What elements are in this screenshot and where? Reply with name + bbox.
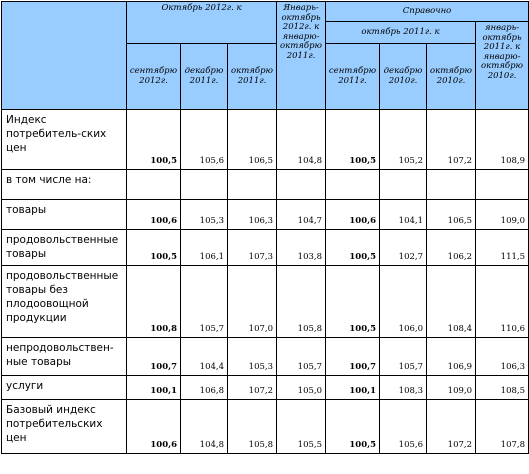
value-cell: 103,8 bbox=[277, 230, 326, 266]
value-cell: 108,5 bbox=[476, 376, 529, 400]
header-col-oct2011: октябрю 2011г. bbox=[228, 44, 277, 110]
row-label: товары bbox=[2, 200, 127, 230]
value-cell: 105,5 bbox=[277, 400, 326, 454]
header-col-oct2010: октябрю 2010г. bbox=[427, 44, 476, 110]
value-cell bbox=[127, 170, 181, 200]
value-cell bbox=[181, 170, 228, 200]
value-cell: 100,5 bbox=[326, 266, 380, 338]
table-row bbox=[2, 266, 529, 338]
row-label: в том числе на: bbox=[2, 170, 127, 200]
header-col-dec2010: декабрю 2010г. bbox=[380, 44, 427, 110]
value-cell: 100,1 bbox=[127, 376, 181, 400]
header-october-2011: октябрь 2011г. к bbox=[326, 22, 476, 44]
header-jan-oct-2011: январь-октябрь 2011г. к январю-октябрю 2010г. bbox=[476, 22, 529, 110]
value-cell: 100,7 bbox=[326, 338, 380, 376]
value-cell: 105,3 bbox=[181, 200, 228, 230]
value-cell: 105,7 bbox=[181, 266, 228, 338]
header-col-sep2012: сентябрю 2012г. bbox=[127, 44, 181, 110]
value-cell: 106,2 bbox=[427, 230, 476, 266]
value-cell bbox=[476, 170, 529, 200]
value-cell: 105,2 bbox=[380, 110, 427, 170]
value-cell: 107,3 bbox=[228, 230, 277, 266]
header-jan-oct-2012: Январь-октябрь 2012г. к январю-октябрю 2011г. bbox=[277, 2, 326, 110]
value-cell: 104,1 bbox=[380, 200, 427, 230]
value-cell: 104,8 bbox=[277, 110, 326, 170]
row-label: продовольственные товары без плодоовощной продукции bbox=[2, 266, 127, 338]
value-cell: 100,1 bbox=[326, 376, 380, 400]
value-cell: 100,7 bbox=[127, 338, 181, 376]
row-label: продовольственные товары bbox=[2, 230, 127, 266]
value-cell bbox=[326, 170, 380, 200]
value-cell: 105,3 bbox=[228, 338, 277, 376]
value-cell: 100,6 bbox=[326, 200, 380, 230]
value-cell: 104,4 bbox=[181, 338, 228, 376]
value-cell: 107,2 bbox=[427, 110, 476, 170]
row-label: непродовольствен-ные товары bbox=[2, 338, 127, 376]
value-cell: 105,8 bbox=[228, 400, 277, 454]
value-cell: 107,2 bbox=[228, 376, 277, 400]
value-cell: 105,8 bbox=[277, 266, 326, 338]
value-cell: 110,6 bbox=[476, 266, 529, 338]
value-cell: 109,0 bbox=[427, 376, 476, 400]
table-row bbox=[2, 230, 529, 266]
value-cell: 100,6 bbox=[127, 400, 181, 454]
header-corner-cell bbox=[2, 2, 127, 110]
value-cell: 106,9 bbox=[427, 338, 476, 376]
value-cell: 104,7 bbox=[277, 200, 326, 230]
value-cell: 107,8 bbox=[476, 400, 529, 454]
value-cell: 108,9 bbox=[476, 110, 529, 170]
table-row bbox=[2, 338, 529, 376]
value-cell: 105,7 bbox=[380, 338, 427, 376]
table-row bbox=[2, 376, 529, 400]
value-cell: 100,6 bbox=[127, 200, 181, 230]
table-body bbox=[2, 110, 529, 454]
value-cell: 106,3 bbox=[228, 200, 277, 230]
row-label: услуги bbox=[2, 376, 127, 400]
value-cell: 108,3 bbox=[380, 376, 427, 400]
value-cell: 100,5 bbox=[127, 110, 181, 170]
value-cell bbox=[380, 170, 427, 200]
value-cell: 106,0 bbox=[380, 266, 427, 338]
header-october-2012: Октябрь 2012г. к bbox=[127, 2, 277, 44]
value-cell: 100,5 bbox=[326, 400, 380, 454]
row-label: Индекс потребитель-ских цен bbox=[2, 110, 127, 170]
value-cell: 105,6 bbox=[181, 110, 228, 170]
value-cell: 106,5 bbox=[427, 200, 476, 230]
value-cell bbox=[427, 170, 476, 200]
value-cell: 107,0 bbox=[228, 266, 277, 338]
table-row bbox=[2, 400, 529, 454]
value-cell: 106,8 bbox=[181, 376, 228, 400]
value-cell: 104,8 bbox=[181, 400, 228, 454]
value-cell: 108,4 bbox=[427, 266, 476, 338]
value-cell: 106,1 bbox=[181, 230, 228, 266]
value-cell: 105,0 bbox=[277, 376, 326, 400]
value-cell bbox=[277, 170, 326, 200]
table-row bbox=[2, 170, 529, 200]
header-col-dec2011: декабрю 2011г. bbox=[181, 44, 228, 110]
header-col-sep2011: сентябрю 2011г. bbox=[326, 44, 380, 110]
value-cell: 105,7 bbox=[277, 338, 326, 376]
cpi-table bbox=[1, 1, 529, 454]
value-cell: 111,5 bbox=[476, 230, 529, 266]
value-cell: 100,8 bbox=[127, 266, 181, 338]
table-row bbox=[2, 200, 529, 230]
value-cell: 106,5 bbox=[228, 110, 277, 170]
value-cell: 109,0 bbox=[476, 200, 529, 230]
table-row bbox=[2, 110, 529, 170]
row-label: Базовый индекс потребительских цен bbox=[2, 400, 127, 454]
value-cell: 100,5 bbox=[326, 230, 380, 266]
value-cell: 102,7 bbox=[380, 230, 427, 266]
value-cell: 107,2 bbox=[427, 400, 476, 454]
value-cell: 100,5 bbox=[127, 230, 181, 266]
header-reference: Справочно bbox=[326, 2, 529, 22]
value-cell: 105,6 bbox=[380, 400, 427, 454]
value-cell bbox=[228, 170, 277, 200]
value-cell: 100,5 bbox=[326, 110, 380, 170]
value-cell: 106,3 bbox=[476, 338, 529, 376]
